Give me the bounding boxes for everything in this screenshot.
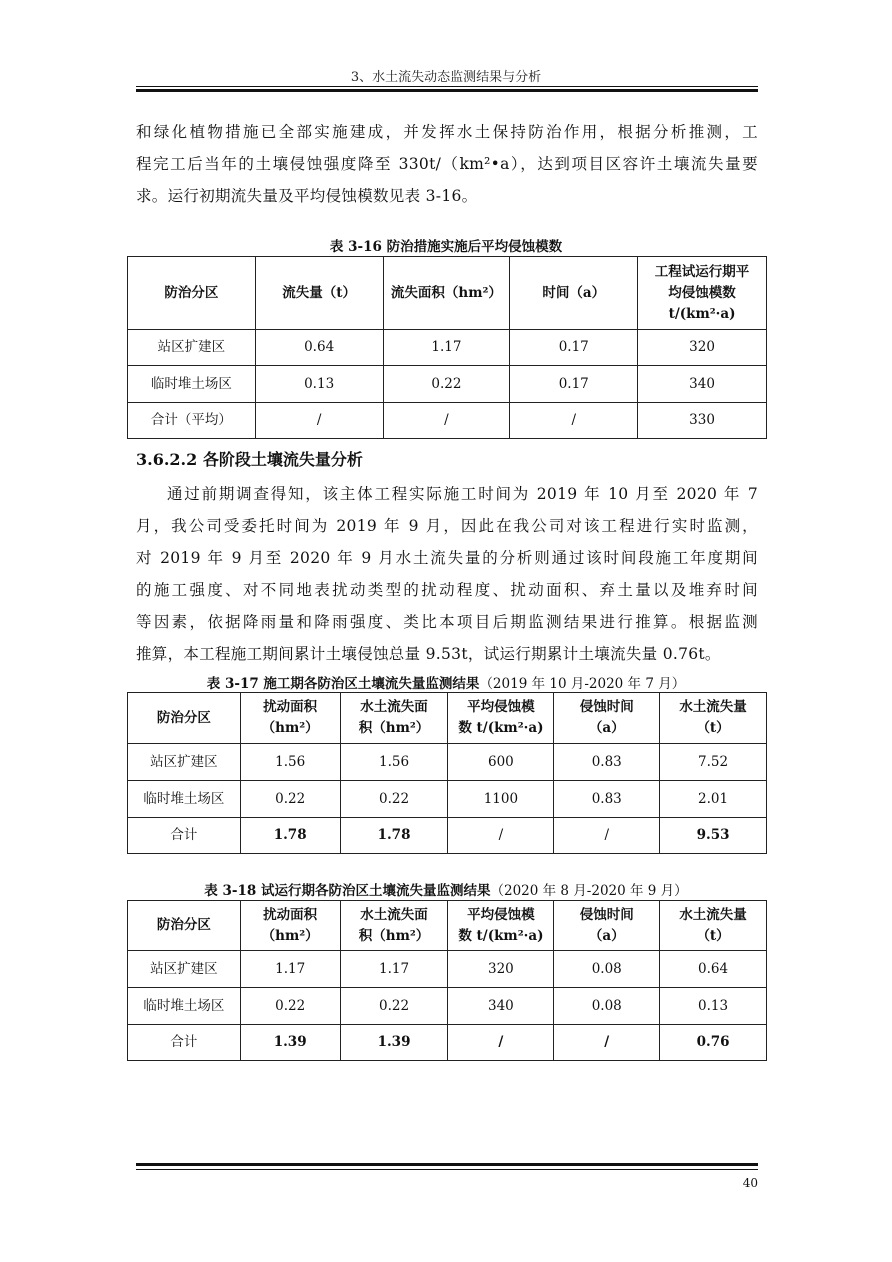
header-cell <box>240 901 340 951</box>
table-row <box>128 330 767 366</box>
header-cell: 防治分区 <box>128 693 241 744</box>
paragraph-line: 对 2019 年 9 月至 2020 年 9 月水土流失量的分析则通过该时间段施工年度期间 <box>136 549 758 567</box>
paragraph-line: 通过前期调查得知，该主体工程实际施工时间为 2019 年 10 月至 2020 年 7 <box>167 485 758 503</box>
cell: 0.22 <box>240 781 340 818</box>
header-line: 水土流失面 <box>360 906 428 923</box>
paragraph-2 <box>136 478 758 670</box>
cell: 0.83 <box>554 781 660 818</box>
cell: 站区扩建区 <box>128 951 241 988</box>
table-row <box>128 781 767 818</box>
cell: 1.17 <box>340 951 448 988</box>
cell: / <box>510 403 638 439</box>
header-line: 工程试运行期平 <box>654 263 750 280</box>
paragraph-line: 求。运行初期流失量及平均侵蚀模数见表 3-16。 <box>136 187 478 205</box>
cell: 0.22 <box>340 781 448 818</box>
header-cell: 防治分区 <box>128 257 256 330</box>
header-line: 扰动面积 <box>263 906 318 923</box>
cell: 站区扩建区 <box>128 744 241 781</box>
header-cell <box>448 901 554 951</box>
header-line: 平均侵蚀模 <box>467 699 535 715</box>
paragraph-line: 月，我公司受委托时间为 2019 年 9 月，因此在我公司对该工程进行实时监测， <box>136 517 758 535</box>
cell: 站区扩建区 <box>128 330 256 366</box>
table-row <box>128 366 767 403</box>
header-cell <box>660 693 767 744</box>
caption-title: 表 3-17 施工期各防治区土壤流失量监测结果 <box>206 676 480 692</box>
table-row <box>128 1025 767 1061</box>
cell: / <box>554 1025 660 1061</box>
cell: 0.64 <box>660 951 767 988</box>
header-line: 数 t/(km²·a) <box>458 720 544 736</box>
header-cell <box>554 901 660 951</box>
cell: 1100 <box>448 781 554 818</box>
cell: 1.17 <box>383 330 510 366</box>
table-header-row <box>128 901 767 951</box>
table-row <box>128 744 767 781</box>
cell: 330 <box>638 403 767 439</box>
table-3-16 <box>127 256 767 439</box>
header-line: 数 t/(km²·a) <box>458 927 544 944</box>
cell: 7.52 <box>660 744 767 781</box>
table-3-18 <box>127 900 767 1061</box>
header-line: 侵蚀时间 <box>579 906 634 923</box>
cell: / <box>383 403 510 439</box>
cell: 1.78 <box>340 818 448 854</box>
header-line: （a） <box>588 720 625 736</box>
paragraph-line: 程完工后当年的土壤侵蚀强度降至 330t/（km²•a），达到项目区容许土壤流失量要 <box>136 155 758 173</box>
header-line: 平均侵蚀模 <box>467 906 535 923</box>
cell: 合计（平均） <box>128 403 256 439</box>
header-cell <box>240 693 340 744</box>
paragraph-1 <box>136 116 758 212</box>
header-cell: 防治分区 <box>128 901 241 951</box>
header-line: 积（hm²） <box>358 927 430 944</box>
cell: 600 <box>448 744 554 781</box>
cell: 0.22 <box>240 988 340 1025</box>
cell: 0.17 <box>510 366 638 403</box>
header-cell <box>340 693 448 744</box>
cell: 临时堆土场区 <box>128 781 241 818</box>
cell: 0.64 <box>255 330 383 366</box>
header-cell <box>554 693 660 744</box>
page-number: 40 <box>742 1176 758 1190</box>
header-cell: 时间（a） <box>510 257 638 330</box>
header-cell: 流失量（t） <box>255 257 383 330</box>
cell: / <box>255 403 383 439</box>
header-line: 水土流失量 <box>679 699 747 715</box>
table-row <box>128 951 767 988</box>
cell: 0.13 <box>660 988 767 1025</box>
cell: 0.83 <box>554 744 660 781</box>
cell: 0.22 <box>383 366 510 403</box>
cell: 1.39 <box>340 1025 448 1061</box>
header-line: 均侵蚀模数 <box>668 284 736 301</box>
cell: 1.78 <box>240 818 340 854</box>
cell: 320 <box>448 951 554 988</box>
table-3-17-caption <box>0 672 892 692</box>
paragraph-line: 和绿化植物措施已全部实施建成，并发挥水土保持防治作用，根据分析推测，工 <box>136 123 758 141</box>
cell: 340 <box>448 988 554 1025</box>
paragraph-line: 等因素，依据降雨量和降雨强度、类比本项目后期监测结果进行推算。根据监测 <box>136 613 758 631</box>
header-line: t/(km²·a) <box>668 305 736 322</box>
header-line: （hm²） <box>261 927 319 944</box>
header-rule <box>136 86 758 87</box>
header-cell <box>660 901 767 951</box>
header-line: 侵蚀时间 <box>579 699 634 715</box>
paragraph-line: 推算，本工程施工期间累计土壤侵蚀总量 9.53t，试运行期累计土壤流失量 0.76t。 <box>136 645 721 663</box>
cell: 1.39 <box>240 1025 340 1061</box>
cell: 0.13 <box>255 366 383 403</box>
table-header-row <box>128 257 767 330</box>
header-cell <box>638 257 767 330</box>
table-3-17 <box>127 692 767 854</box>
header-line: （t） <box>696 927 730 944</box>
table-3-18-caption <box>0 879 892 899</box>
cell: / <box>448 1025 554 1061</box>
paragraph-line: 的施工强度、对不同地表扰动类型的扰动程度、扰动面积、弃土量以及堆弃时间 <box>136 581 758 599</box>
cell: 合计 <box>128 1025 241 1061</box>
header-rule-thick <box>136 89 758 92</box>
table-3-16-caption: 表 3-16 防治措施实施后平均侵蚀模数 <box>329 239 563 255</box>
header-line: 水土流失面 <box>360 699 428 715</box>
caption-title: 表 3-18 试运行期各防治区土壤流失量监测结果 <box>204 883 491 899</box>
header-line: 水土流失量 <box>679 906 747 923</box>
header-line: （hm²） <box>261 720 319 736</box>
table-row <box>128 988 767 1025</box>
cell: 0.08 <box>554 988 660 1025</box>
cell: 0.08 <box>554 951 660 988</box>
section-heading: 3.6.2.2 各阶段土壤流失量分析 <box>136 450 363 469</box>
cell: 340 <box>638 366 767 403</box>
header-cell: 流失面积（hm²） <box>383 257 510 330</box>
header-line: （a） <box>588 927 625 944</box>
cell: 2.01 <box>660 781 767 818</box>
cell: 1.56 <box>240 744 340 781</box>
footer-rule <box>136 1169 758 1170</box>
table-header-row <box>128 693 767 744</box>
caption-period: （2020 年 8 月-2020 年 9 月） <box>490 883 688 899</box>
table-row <box>128 818 767 854</box>
header-line: 积（hm²） <box>358 720 430 736</box>
cell: 0.76 <box>660 1025 767 1061</box>
header-line: （t） <box>696 720 730 736</box>
cell: 0.22 <box>340 988 448 1025</box>
cell: 1.56 <box>340 744 448 781</box>
header-cell <box>340 901 448 951</box>
cell: / <box>554 818 660 854</box>
caption-period: （2019 年 10 月-2020 年 7 月） <box>479 676 686 692</box>
cell: 320 <box>638 330 767 366</box>
cell: / <box>448 818 554 854</box>
header-cell <box>448 693 554 744</box>
header-line: 扰动面积 <box>263 699 318 715</box>
cell: 0.17 <box>510 330 638 366</box>
cell: 合计 <box>128 818 241 854</box>
cell: 9.53 <box>660 818 767 854</box>
cell: 临时堆土场区 <box>128 366 256 403</box>
cell: 临时堆土场区 <box>128 988 241 1025</box>
table-row <box>128 403 767 439</box>
footer-rule-thick <box>136 1163 758 1166</box>
cell: 1.17 <box>240 951 340 988</box>
running-header: 3、水土流失动态监测结果与分析 <box>350 70 542 85</box>
